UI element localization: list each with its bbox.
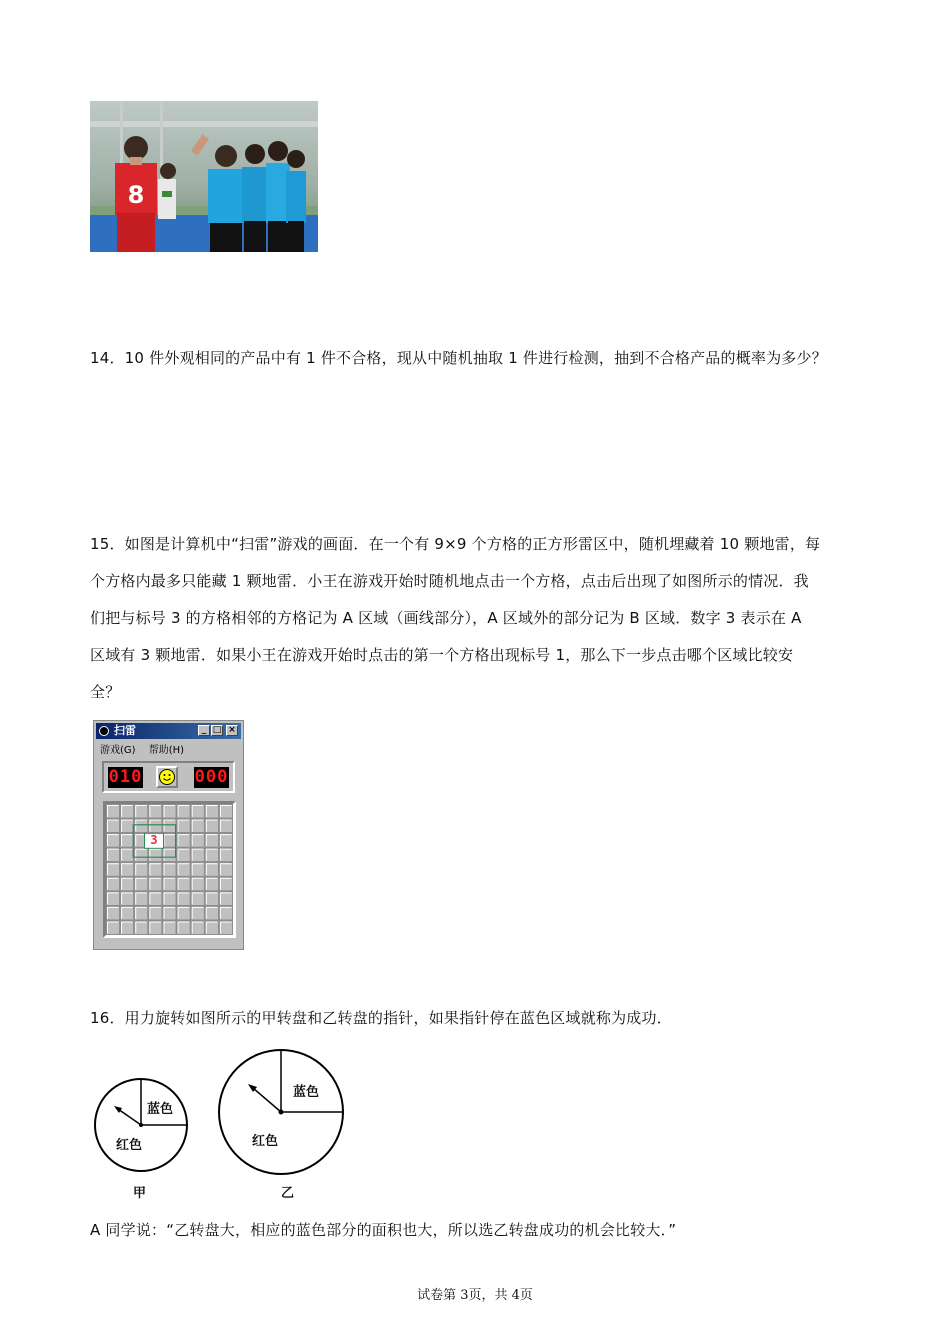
mine-cell[interactable] xyxy=(149,863,162,877)
smiley-face-icon xyxy=(158,768,176,786)
mine-cell[interactable] xyxy=(163,805,176,819)
mine-cell[interactable] xyxy=(191,834,204,848)
mine-cell[interactable] xyxy=(107,848,120,862)
spinner-yi-caption: 乙 xyxy=(281,1186,295,1201)
question-14: 14．10 件外观相同的产品中有 1 件不合格，现从中随机抽取 1 件进行检测，抽到不合格产品的概率为多少？ xyxy=(90,349,827,367)
mine-cell[interactable] xyxy=(177,892,190,906)
mine-cell[interactable] xyxy=(163,921,176,935)
mine-cell[interactable] xyxy=(121,819,134,833)
mine-cell[interactable] xyxy=(121,805,134,819)
mine-cell[interactable] xyxy=(191,877,204,891)
mine-icon xyxy=(99,726,109,736)
mine-cell[interactable] xyxy=(205,805,218,819)
minesweeper-window xyxy=(93,720,244,950)
mine-cell[interactable] xyxy=(121,906,134,920)
mine-cell[interactable] xyxy=(191,819,204,833)
mine-cell[interactable] xyxy=(149,921,162,935)
mine-cell[interactable] xyxy=(205,834,218,848)
mine-cell[interactable] xyxy=(219,906,232,920)
mine-cell[interactable] xyxy=(191,848,204,862)
timer-display: 000 xyxy=(194,767,229,787)
mine-cell[interactable] xyxy=(177,819,190,833)
mine-counter: 010 xyxy=(108,767,143,787)
menu-game[interactable]: 游戏(G) xyxy=(100,745,136,756)
question-16: 16．用力旋转如图所示的甲转盘和乙转盘的指针，如果指针停在蓝色区域就称为成功． xyxy=(90,1009,672,1027)
mine-cell[interactable] xyxy=(177,863,190,877)
mine-cell[interactable] xyxy=(135,805,148,819)
mine-cell[interactable] xyxy=(191,863,204,877)
mine-cell[interactable] xyxy=(149,892,162,906)
mine-cell[interactable] xyxy=(205,906,218,920)
mine-cell[interactable] xyxy=(191,906,204,920)
mine-cell[interactable] xyxy=(205,819,218,833)
mine-cell[interactable] xyxy=(107,834,120,848)
mine-cell[interactable] xyxy=(163,877,176,891)
mine-cell[interactable] xyxy=(205,921,218,935)
spinner-yi xyxy=(217,1046,345,1176)
mine-cell[interactable] xyxy=(149,906,162,920)
maximize-button[interactable]: □ xyxy=(212,725,222,735)
mine-cell[interactable] xyxy=(219,834,232,848)
spinner-jia xyxy=(92,1076,192,1176)
question-15-line-4: 区域有 3 颗地雷．如果小王在游戏开始时点击的第一个方格出现标号 1，那么下一步点击哪个区域比较安 xyxy=(90,646,794,664)
mine-cell[interactable] xyxy=(219,892,232,906)
mine-cell[interactable] xyxy=(219,819,232,833)
mine-cell[interactable] xyxy=(121,863,134,877)
mine-cell[interactable] xyxy=(177,906,190,920)
spinner-yi-blue-label: 蓝色 xyxy=(293,1085,320,1100)
minesweeper-title: 扫雷 xyxy=(114,724,136,737)
mine-cell[interactable] xyxy=(219,921,232,935)
mine-cell[interactable] xyxy=(135,848,148,862)
mine-cell[interactable] xyxy=(121,921,134,935)
minesweeper-status-panel xyxy=(102,761,235,793)
mine-cell[interactable] xyxy=(135,877,148,891)
close-button[interactable]: × xyxy=(226,725,238,736)
mine-cell[interactable] xyxy=(135,863,148,877)
mine-cell[interactable] xyxy=(107,921,120,935)
mine-cell[interactable] xyxy=(121,892,134,906)
mine-cell[interactable] xyxy=(135,819,148,833)
mine-cell[interactable] xyxy=(107,805,120,819)
mine-cell[interactable] xyxy=(177,921,190,935)
mine-cell[interactable] xyxy=(177,848,190,862)
mine-cell[interactable] xyxy=(219,805,232,819)
mine-cell[interactable] xyxy=(163,906,176,920)
mine-cell[interactable] xyxy=(163,863,176,877)
mine-cell[interactable] xyxy=(107,819,120,833)
spinner-jia-caption: 甲 xyxy=(133,1186,147,1201)
mine-cell[interactable] xyxy=(205,892,218,906)
mine-cell[interactable] xyxy=(135,906,148,920)
mine-cell[interactable] xyxy=(163,834,176,848)
question-15-line-2: 个方格内最多只能藏 1 颗地雷．小王在游戏开始时随机地点击一个方格，点击后出现了如图所示的情况．我 xyxy=(90,572,809,590)
question-15-line-5: 全？ xyxy=(90,683,121,701)
mine-cell[interactable] xyxy=(191,892,204,906)
mine-cell[interactable] xyxy=(107,877,120,891)
mine-cell[interactable] xyxy=(177,834,190,848)
mine-cell[interactable] xyxy=(163,848,176,862)
revealed-cell-number: 3 xyxy=(150,833,158,847)
spinner-jia-blue-label: 蓝色 xyxy=(147,1102,174,1117)
mine-cell[interactable] xyxy=(219,863,232,877)
mine-cell[interactable] xyxy=(107,906,120,920)
question-15-line-3: 们把与标号 3 的方格相邻的方格记为 A 区域（画线部分），A 区域外的部分记为 B 区域．数字 3 表示在 A xyxy=(90,609,802,627)
mine-cell[interactable] xyxy=(205,863,218,877)
mine-cell[interactable] xyxy=(121,848,134,862)
minesweeper-title-bar xyxy=(96,723,241,739)
mine-cell[interactable] xyxy=(177,877,190,891)
student-a-statement: A 同学说：“乙转盘大，相应的蓝色部分的面积也大，所以选乙转盘成功的机会比较大．” xyxy=(90,1221,677,1239)
mine-cell[interactable] xyxy=(135,921,148,935)
mine-cell[interactable] xyxy=(163,819,176,833)
spinner-jia-red-label: 红色 xyxy=(116,1138,143,1153)
mine-cell[interactable] xyxy=(135,892,148,906)
mine-cell[interactable] xyxy=(163,892,176,906)
mine-cell[interactable] xyxy=(107,892,120,906)
mine-cell[interactable] xyxy=(219,877,232,891)
page-footer: 试卷第 3页，共 4页 xyxy=(417,1288,533,1303)
mine-cell[interactable] xyxy=(191,921,204,935)
minimize-button[interactable]: _ xyxy=(198,725,210,736)
mine-cell[interactable] xyxy=(149,819,162,833)
spinner-yi-red-label: 红色 xyxy=(252,1134,279,1149)
mine-cell[interactable] xyxy=(205,877,218,891)
mine-cell[interactable] xyxy=(149,877,162,891)
referee-photo xyxy=(90,101,318,252)
question-15-line-1: 15．如图是计算机中“扫雷”游戏的画面．在一个有 9×9 个方格的正方形雷区中，随机埋藏着 10 颗地雷，每 xyxy=(90,535,821,553)
new-game-button[interactable] xyxy=(156,766,178,788)
mine-cell[interactable] xyxy=(219,848,232,862)
mine-cell[interactable] xyxy=(121,877,134,891)
mine-cell[interactable] xyxy=(191,805,204,819)
mine-cell[interactable] xyxy=(107,863,120,877)
menu-help[interactable]: 帮助(H) xyxy=(148,745,185,756)
minefield-grid[interactable] xyxy=(103,801,236,938)
mine-cell[interactable] xyxy=(149,805,162,819)
mine-cell[interactable] xyxy=(205,848,218,862)
svg-text:8: 8 xyxy=(127,181,145,209)
mine-cell[interactable] xyxy=(177,805,190,819)
minesweeper-menu-bar xyxy=(100,741,194,756)
mine-cell[interactable] xyxy=(149,848,162,862)
mine-cell[interactable] xyxy=(121,834,134,848)
